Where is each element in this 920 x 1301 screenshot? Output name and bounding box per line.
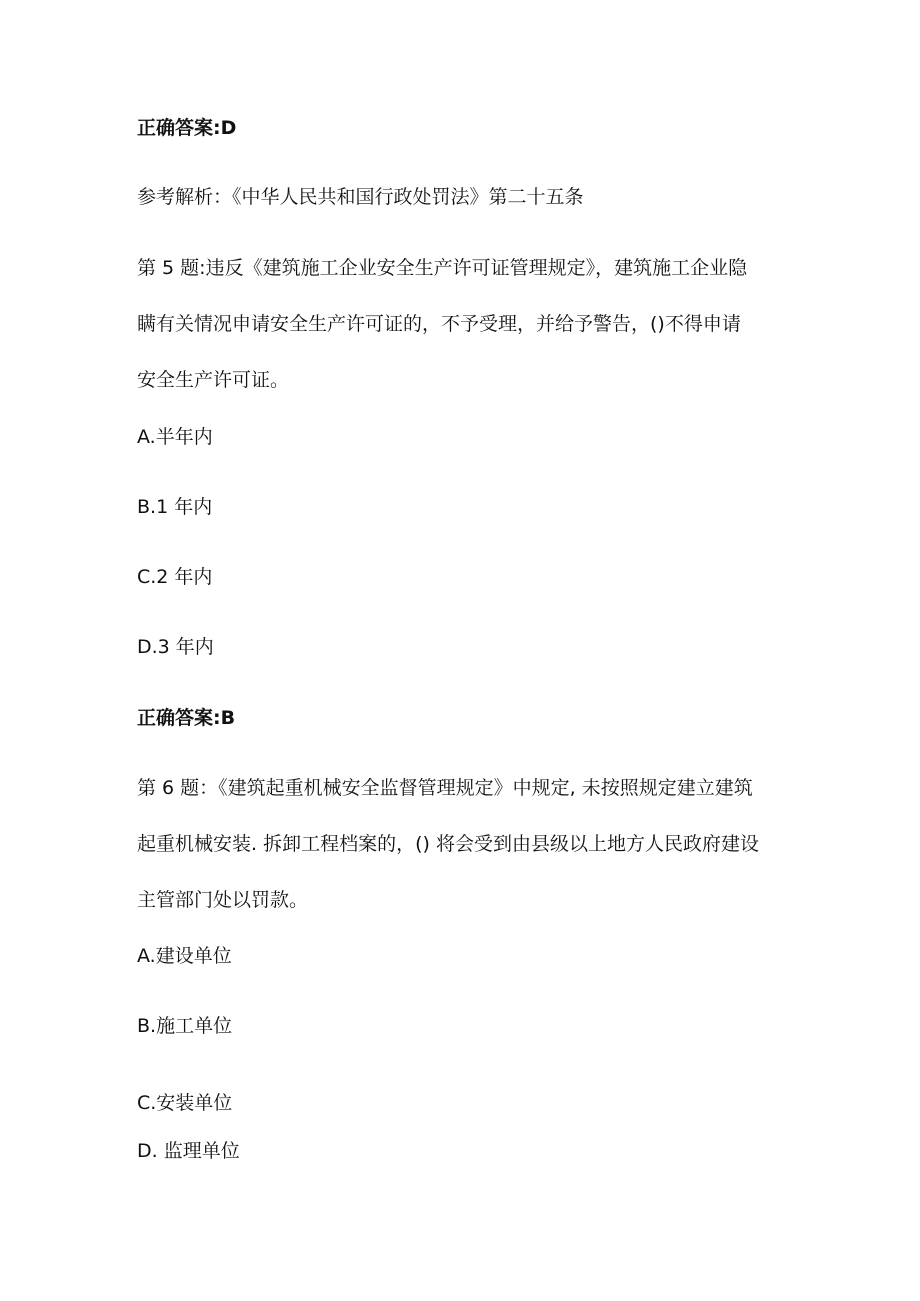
question-6-line: 起重机械安装. 拆卸工程档案的，() 将会受到由县级以上地方人民政府建设 <box>137 833 759 855</box>
question-6-option-a: A.建设单位 <box>137 945 232 967</box>
question-6-text <box>137 776 797 944</box>
question-6-line: 第 6 题：《建筑起重机械安全监督管理规定》中规定, 未按照规定建立建筑 <box>137 777 753 799</box>
question-6-option-d: D. 监理单位 <box>137 1140 240 1162</box>
question-5-option-d: D.3 年内 <box>137 636 214 658</box>
question-5-option-a: A.半年内 <box>137 426 213 448</box>
question-6-line: 主管部门处以罚款。 <box>137 889 309 911</box>
question-5-line: 瞒有关情况申请安全生产许可证的，不予受理，并给予警告，()不得申请 <box>137 313 741 335</box>
previous-answer: 正确答案:D <box>137 117 237 139</box>
question-6-option-b: B.施工单位 <box>137 1015 233 1037</box>
question-5-text <box>137 256 797 424</box>
question-5-line: 安全生产许可证。 <box>137 369 290 391</box>
previous-analysis: 参考解析：《中华人民共和国行政处罚法》第二十五条 <box>137 186 584 208</box>
question-6-option-c: C.安装单位 <box>137 1092 233 1114</box>
question-5-option-b: B.1 年内 <box>137 496 213 518</box>
question-5-answer: 正确答案:B <box>137 707 236 729</box>
question-5-line: 第 5 题:违反《建筑施工企业安全生产许可证管理规定》，建筑施工企业隐 <box>137 257 748 279</box>
question-5-option-c: C.2 年内 <box>137 566 213 588</box>
